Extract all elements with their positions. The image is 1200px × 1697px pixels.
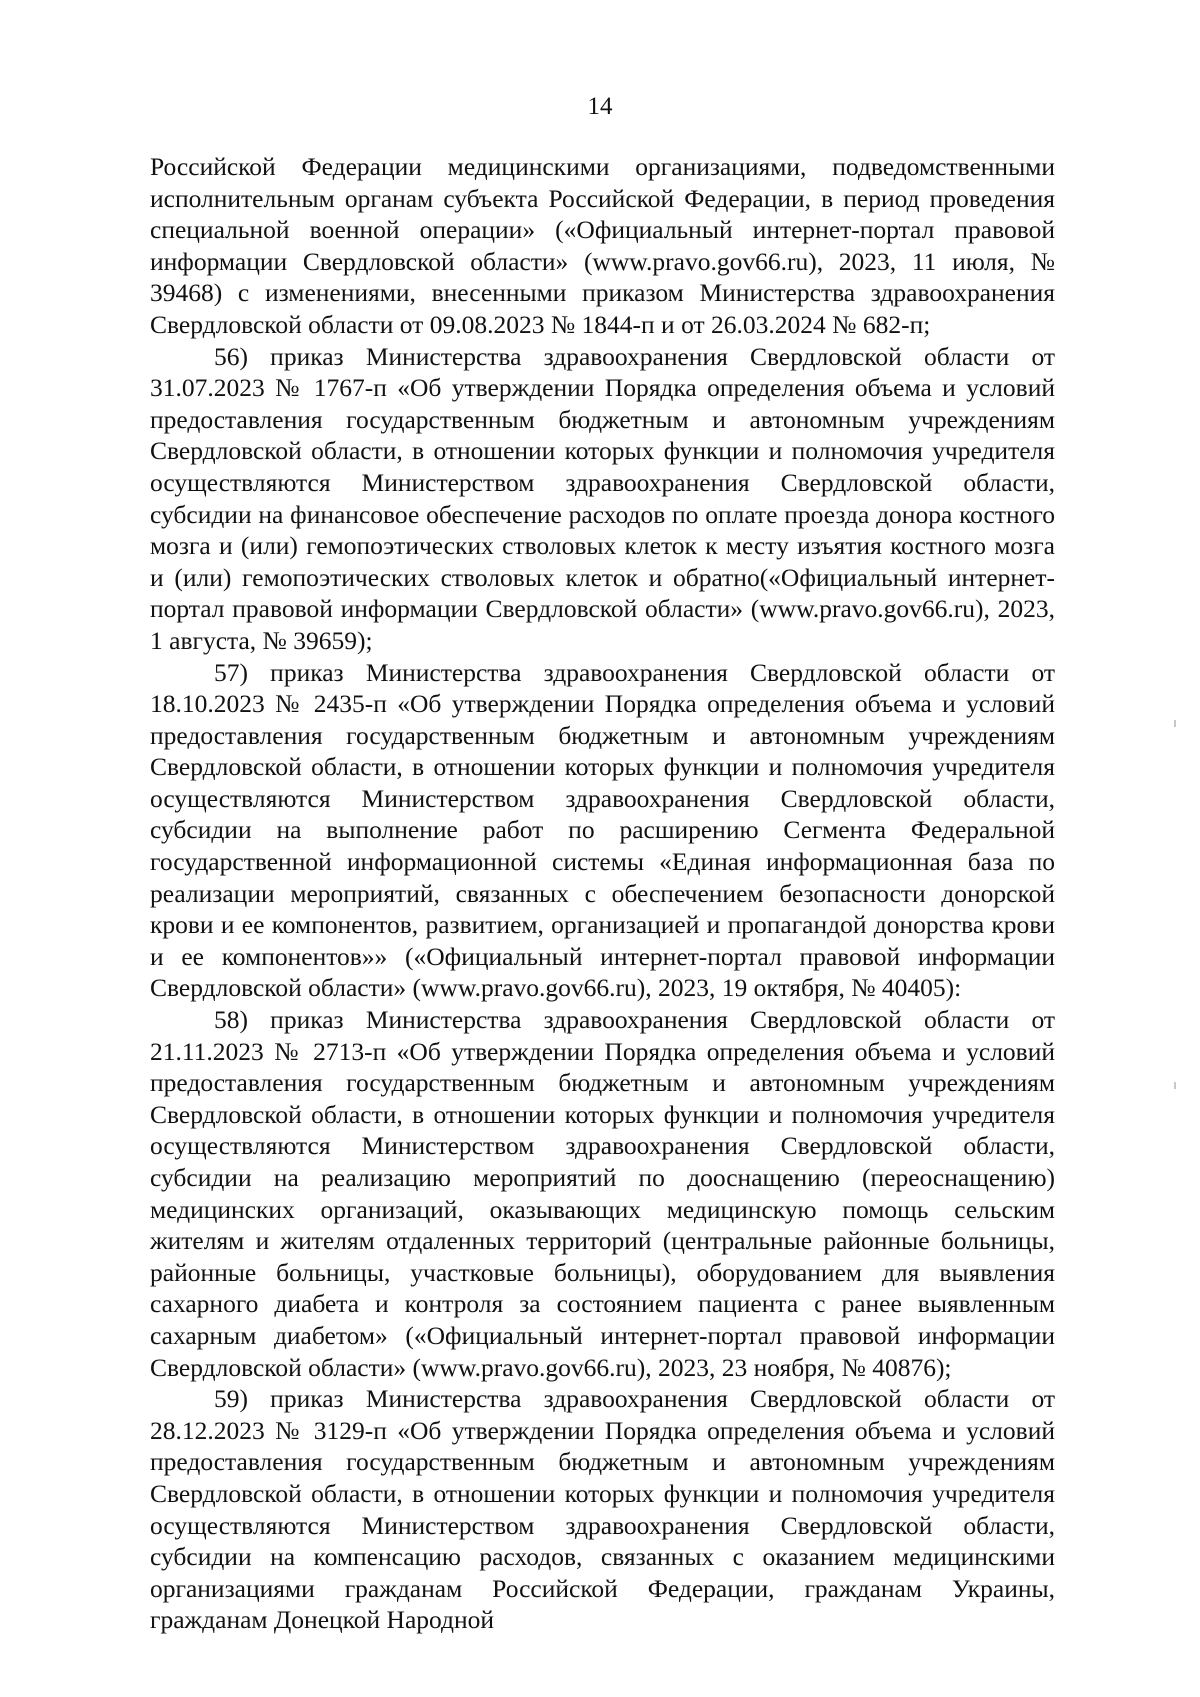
scan-artifact-mark	[1174, 1082, 1176, 1089]
page-number: 14	[587, 93, 613, 120]
document-body	[150, 151, 1055, 1636]
paragraph-item-56: 56) приказ Министерства здравоохранения Свердловской области от 31.07.2023 № 1767-п «Об утверждении Порядка определения объема и условий предоставления государственным бюджетным и автономным учреждениям Свердловской области, в отношении которых функции и полномочия учредителя осуществляются Министерством здравоохранения Свердловской области, субсидии на финансовое обеспечение расходов по оплате проезда донора костного мозга и (или) гемопоэтических стволовых клеток к месту изъятия костного мозга и (или) гемопоэтических стволовых клеток и обратно(«Официальный интернет-портал правовой информации Свердловской области» (www.pravo.gov66.ru), 2023, 1 августа, № 39659);	[150, 341, 1055, 655]
scan-artifact-mark	[1174, 720, 1176, 727]
paragraph-item-59: 59) приказ Министерства здравоохранения Свердловской области от 28.12.2023 № 3129-п «Об утверждении Порядка определения объема и условий предоставления государственным бюджетным и автономным учреждениям Свердловской области, в отношении которых функции и полномочия учредителя осуществляются Министерством здравоохранения Свердловской области, субсидии на компенсацию расходов, связанных с оказанием медицинскими организациями гражданам Российской Федерации, гражданам Украины, гражданам Донецкой Народной	[150, 1384, 1055, 1635]
paragraph-item-57: 57) приказ Министерства здравоохранения Свердловской области от 18.10.2023 № 2435-п «Об утверждении Порядка определения объема и условий предоставления государственным бюджетным и автономным учреждениям Свердловской области, в отношении которых функции и полномочия учредителя осуществляются Министерством здравоохранения Свердловской области, субсидии на выполнение работ по расширению Сегмента Федеральной государственной информационной системы «Единая информационная база по реализации мероприятий, связанных с обеспечением безопасности донорской крови и ее компонентов, развитием, организацией и пропагандой донорства крови и ее компонентов»» («Официальный интернет-портал правовой информации Свердловской области» (www.pravo.gov66.ru), 2023, 19 октября, № 40405):	[150, 657, 1055, 1003]
paragraph-item-58: 58) приказ Министерства здравоохранения Свердловской области от 21.11.2023 № 2713-п «Об утверждении Порядка определения объема и условий предоставления государственным бюджетным и автономным учреждениям Свердловской области, в отношении которых функции и полномочия учредителя осуществляются Министерством здравоохранения Свердловской области, субсидии на реализацию мероприятий по дооснащению (переоснащению) медицинских организаций, оказывающих медицинскую помощь сельским жителям и жителям отдаленных территорий (центральные районные больницы, районные больницы, участковые больницы), оборудованием для выявления сахарного диабета и контроля за состоянием пациента с ранее выявленным сахарным диабетом» («Официальный интернет-портал правовой информации Свердловской области» (www.pravo.gov66.ru), 2023, 23 ноября, № 40876);	[150, 1005, 1055, 1382]
paragraph-continuation: Российской Федерации медицинскими организациями, подведомственными исполнительным органам субъекта Российской Федерации, в период проведения специальной военной операции» («Официальный интернет-портал правовой информации Свердловской области» (www.pravo.gov66.ru), 2023, 11 июля, № 39468) с изменениями, внесенными приказом Министерства здравоохранения Свердловской области от 09.08.2023 № 1844-п и от 26.03.2024 № 682-п;	[150, 152, 1055, 339]
